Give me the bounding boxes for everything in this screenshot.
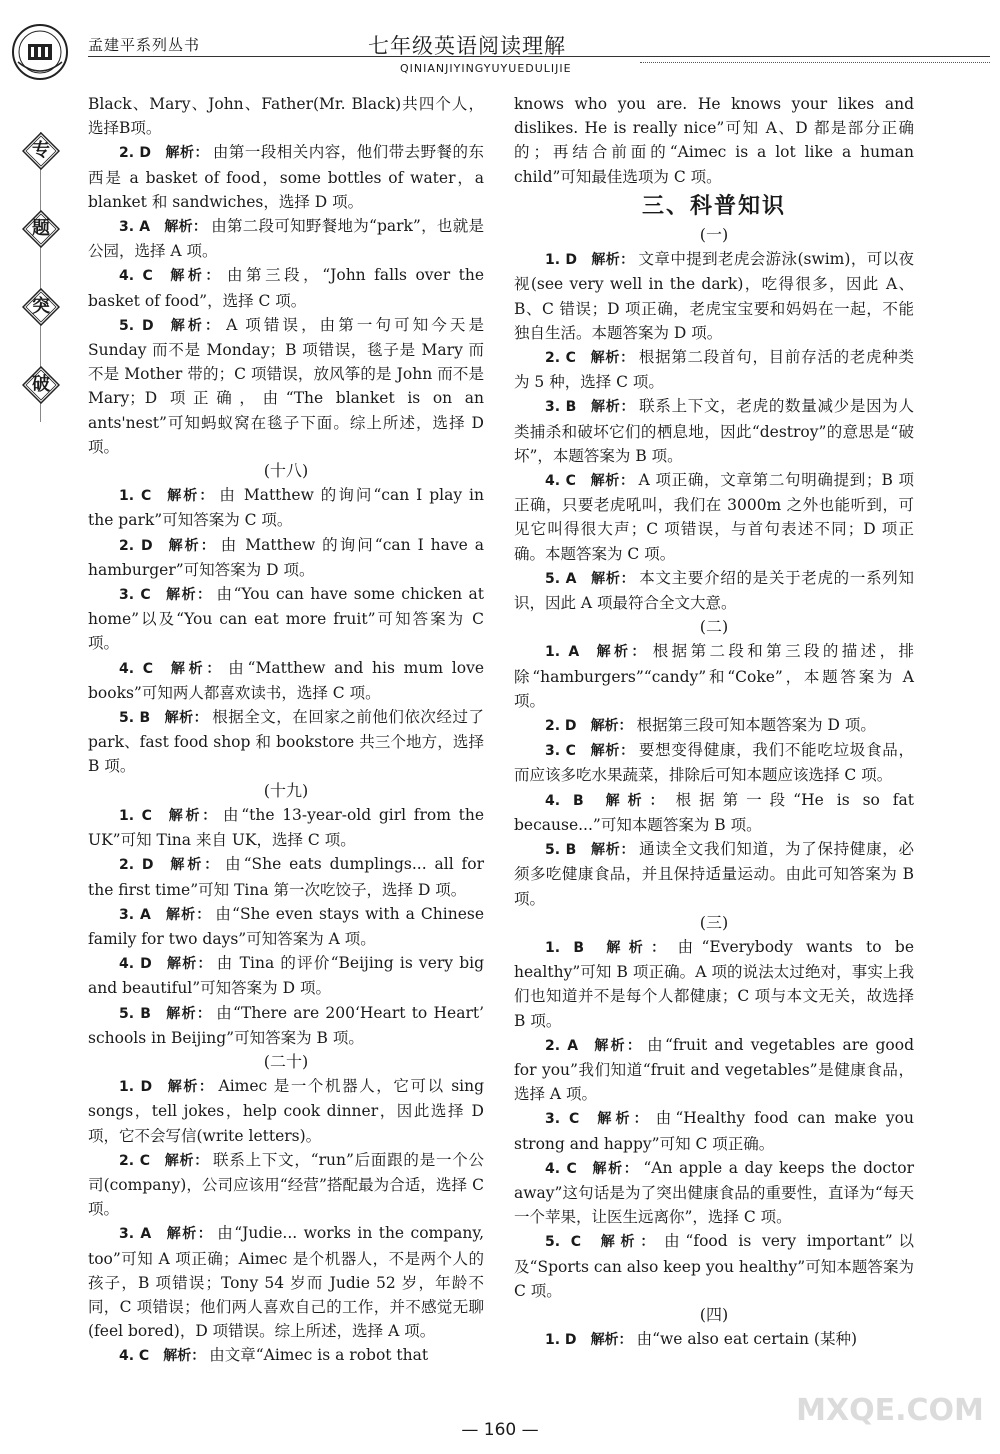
analysis-text: 由 Tina 的评价“Beijing is very big and beautiful”可知答案为 D 项。 [88,954,485,998]
answer-key: 4. C [119,268,153,285]
answer-key: 1. B [545,939,584,956]
answer-item [514,1106,914,1155]
analysis-text: 由第三段，“John falls over the basket of food”，选择 C 项。 [88,266,484,310]
analysis-label: 解析： [164,1005,213,1022]
watermark-logo-icon [790,1368,990,1448]
analysis-label: 解析： [166,1079,215,1096]
answer-key: 1. D [119,1079,153,1096]
side-badges [15,132,67,444]
section-heading: (一) [699,225,729,245]
analysis-text: 联系上下文，老虎的数量减少是因为人类捕杀和破坏它们的栖息地，因此“destroy”的意思是“破坏”，本题答案为 B 项。 [514,397,915,465]
answer-item [88,1001,484,1050]
publisher-logo-icon [10,22,70,82]
analysis-text: 由第二段可知野餐地为“park”，也就是公园，选择 A 项。 [88,217,484,261]
analysis-label: 解析： [598,939,674,956]
analysis-text: 由文章“Aimec is a robot that [209,1346,429,1365]
watermark-text: MXQE.COM [796,1393,984,1428]
book-title: 七年级英语阅读理解 [368,34,566,58]
answer-item [88,902,484,951]
header-dotted-rule [640,62,990,63]
left-column [88,92,484,1369]
answer-item [88,1221,484,1343]
analysis-text: 由第一段相关内容，他们带去野餐的东西是 a basket of food，some bottles of water，a blanket 和 sandwiches，选择 D 项。 [88,143,484,211]
answer-item [88,533,484,582]
analysis-text: 要想变得健康，我们不能吃垃圾食品，而应该多吃水果蔬菜，排除后可知本题应该选择 C 项。 [514,741,914,785]
analysis-text: 由“we also eat certain (某种) [636,1330,858,1349]
answer-key: 1. C [119,807,152,824]
analysis-label: 解析： [166,268,223,285]
badge-char: 专 [32,140,50,161]
answer-key: 3. C [545,743,576,760]
analysis-text: 由 Matthew 的询问“can I play in the park”可知答案为 C 项。 [88,486,484,530]
analysis-label: 解析： [165,956,213,973]
analysis-label: 解析： [166,537,217,554]
answer-key: 5. D [119,317,154,334]
answer-item [514,566,914,615]
analysis-text: 根据第二段首句，目前存活的老虎种类为 5 种，选择 C 项。 [514,348,914,392]
right-column [514,92,914,1352]
answer-key: 2. C [119,1152,150,1169]
page-number: — 160 — [461,1420,539,1440]
analysis-label: 解析： [595,1234,661,1251]
answer-item [88,263,484,312]
answer-key: 2. D [119,537,153,554]
section-heading: (二) [699,617,729,637]
analysis-text: 由“You can have some chicken at home”以及“You can eat more fruit”可知答案为 C 项。 [88,585,484,653]
answer-key: 2. D [545,718,577,735]
answer-item [88,214,484,263]
section-heading: (十八) [263,461,309,481]
answer-item [88,1148,484,1222]
answer-item [514,935,914,1033]
analysis-text: 根据全文，在回家之前他们依次经过了 park、fast food shop 和 bookstore 共三个地方，选择 B 项。 [88,708,484,776]
answer-key: 2. D [119,145,152,162]
analysis-label: 解析： [165,1226,214,1243]
analysis-text: 由 Matthew 的询问“can I have a hamburger”可知答案为 D 项。 [88,535,484,579]
answer-item [514,713,914,738]
answer-key: 3. C [119,587,151,604]
analysis-text: 由“the 13-year-old girl from the UK”可知 Tina 来自 UK，选择 C 项。 [88,805,485,850]
answer-key: 2. C [545,350,576,367]
analysis-text: “An apple a day keeps the doctor away”这句话是为了突出健康食品的重要性，直译为“每天一个苹果，让医生远离你”，选择 C 项。 [514,1158,914,1227]
analysis-label: 解析： [590,1160,640,1177]
analysis-label: 解析： [592,1037,644,1054]
answer-key: 4. C [545,473,576,490]
analysis-label: 解析： [164,587,213,604]
section-heading: (二十) [263,1051,309,1071]
analysis-label: 解析： [165,807,219,824]
answer-item [514,247,914,345]
answer-key: 1. A [545,644,580,661]
answer-key: 5. B [545,842,577,859]
answer-item [88,313,484,459]
analysis-text: 由“Healthy food can make you strong and happy”可知 C 项正确。 [514,1109,915,1153]
answer-key: 3. A [119,906,151,923]
badge-1 [22,132,60,170]
analysis-text: 由“She even stays with a Chinese family for two days”可知答案为 A 项。 [88,904,485,948]
analysis-label: 解析： [589,473,635,490]
answer-item [88,803,484,852]
answer-key: 4. C [119,660,154,677]
analysis-label: 解析： [163,1348,206,1365]
answer-key: 2. D [119,857,154,874]
analysis-label: 解析： [590,399,636,416]
series-name: 孟建平系列丛书 [88,36,201,54]
answer-item [88,1343,484,1368]
answer-item [88,705,484,779]
analysis-label: 解析： [164,710,209,727]
analysis-text: Aimec 是一个机器人，它可以 sing songs，tell jokes，help cook dinner，因此选择 D 项，它不会写信(write letters)。 [88,1077,485,1145]
answer-item [514,345,914,394]
badge-char: 题 [32,218,50,239]
analysis-label: 解析： [164,219,208,236]
answer-item [514,1327,914,1352]
section-heading: (四) [699,1304,729,1324]
answer-item [514,1229,914,1303]
badge-4 [22,366,60,404]
analysis-label: 解析： [163,1152,210,1169]
analysis-label: 解析： [590,842,636,859]
analysis-text: A 项错误，由第一句可知今天是 Sunday 而不是 Monday；B 项错误，毯子是 Mary 而不是 Mother 带的；C 项错误，放风筝的是 John 而不是 Mary；D 项正确，由“The blanket is on an ants'nest”可知蚂蚁窝在毯子下面。综上所述，选择 D 项。 [88,315,484,456]
answer-key: 4. B [545,792,584,809]
badge-char: 破 [32,374,50,395]
section-heading: (十九) [263,780,309,800]
answer-item [514,394,914,468]
answer-key: 3. C [545,1111,580,1128]
answer-key: 5. A [545,570,577,587]
analysis-text: A 项正确，文章第二句明确提到；B 项正确，只要老虎吼叫，我们在 3000m 之外也能听到，可见它叫得很大声；C 项错误，与首句表述不同；D 项正确。本题答案为 C 项。 [514,471,914,563]
answer-key: 2. A [545,1037,579,1054]
analysis-text: 由“fruit and vegetables are good for you”我们知道“fruit and vegetables”是健康食品，选择 A 项。 [514,1035,914,1104]
section-heading: 三、科普知识 [641,193,786,219]
answer-key: 1. D [545,1332,577,1349]
analysis-label: 解析： [167,857,222,874]
analysis-label: 解析： [593,1111,652,1128]
analysis-text: 由“Judie... works in the company, too”可知 A 项正确；Aimec 是个机器人，不是两个人的孩子，B 项错误；Tony 54 岁而 Judie 52 岁，年龄不同，C 项错误；他们两人喜欢自己的工作，并不感觉无聊(feel bored)，D 项错误。综上所述，选择 A 项。 [88,1224,485,1341]
analysis-label: 解析： [597,792,672,809]
answer-key: 3. A [119,219,151,236]
analysis-label: 解析： [165,488,216,505]
answer-key: 1. C [119,488,152,505]
analysis-text: 由“Everybody wants to be healthy”可知 B 项正确。A 项的说法太过绝对，事实上我们也知道并不是每个人都健康；C 项与本文无关，故选择 B 项。 [514,937,914,1030]
badge-char: 突 [32,296,50,317]
analysis-text: 由“There are 200‘Heart to Heart’ schools in Beijing”可知答案为 B 项。 [88,1003,485,1047]
analysis-text: 联系上下文，“run”后面跟的是一个公司(company)，公司应该用“经营”搭配最为合适，选择 C 项。 [88,1150,484,1219]
analysis-text: 通读全文我们知道，为了保持健康，必须多吃健康食品，并且保持适量运动。由此可知答案为 B 项。 [514,840,915,908]
analysis-text: 根据第一段“He is so fat because...”可知本题答案为 B 项。 [514,790,915,834]
answer-item [514,1033,914,1107]
analysis-label: 解析： [167,317,223,334]
answer-key: 3. A [119,1226,152,1243]
analysis-label: 解析： [590,252,635,269]
answer-item [88,140,484,214]
analysis-text: 文章中提到老虎会游泳(swim)，可以夜视(see very well in the dark)，吃得很多，因此 A、B、C 错误；D 项正确，老虎宝宝要和妈妈在一起，不能独自生活。本题答案为 D 项。 [514,250,914,342]
answer-item [514,468,914,566]
analysis-label: 解析： [167,660,225,677]
analysis-label: 解析： [589,350,635,367]
answer-item [88,852,484,901]
book-title-pinyin: QINIANJIYINGYUYUEDULIJIE [400,62,572,75]
badge-3 [22,288,60,326]
paragraph: knows who you are. He knows your likes and dislikes. He is really nice”可知 A、D 都是部分正确的；再结合前面的“Aimec is a lot like a human child”可知最佳选项为 C 项。 [514,95,914,186]
analysis-label: 解析： [590,570,636,587]
answer-key: 5. B [119,710,151,727]
answer-item [514,837,914,911]
analysis-label: 解析： [590,718,633,735]
analysis-label: 解析： [593,644,649,661]
answer-item [514,1156,914,1230]
header-rule [88,56,990,57]
analysis-text: 本文主要介绍的是关于老虎的一系列知识，因此 A 项最符合全文大意。 [514,568,914,613]
answer-item [514,788,914,837]
analysis-label: 解析： [164,906,212,923]
answer-key: 4. C [545,1160,577,1177]
page-header [0,0,1000,92]
answer-item [88,483,484,532]
answer-item [514,738,914,787]
answer-item [88,656,484,705]
answer-key: 5. B [119,1005,151,1022]
answer-key: 3. B [545,399,577,416]
answer-item [88,951,484,1000]
analysis-label: 解析： [589,743,635,760]
answer-key: 1. D [545,252,577,269]
analysis-text: 由“She eats dumplings... all for the first time”可知 Tina 第一次吃饺子，选择 D 项。 [88,855,484,899]
analysis-text: 根据第三段可知本题答案为 D 项。 [636,716,876,735]
answer-item [88,1074,484,1148]
analysis-text: 由“food is very important”以及“Sports can also keep you healthy”可知本题答案为 C 项。 [514,1232,914,1300]
paragraph: Black、Mary、John、Father(Mr. Black)共四个人，选择B项。 [88,95,484,138]
analysis-label: 解析： [590,1332,633,1349]
analysis-text: 由“Matthew and his mum love books”可知两人都喜欢读书，选择 C 项。 [88,658,485,702]
answer-key: 4. C [119,1348,150,1365]
section-heading: (三) [699,912,729,932]
answer-key: 5. C [545,1234,581,1251]
badge-2 [22,210,60,248]
answer-item [88,582,484,656]
analysis-text: 根据第二段和第三段的描述，排除“hamburgers”“candy”和“Coke”，本题答案为 A 项。 [514,642,914,710]
answer-key: 4. D [119,956,152,973]
analysis-label: 解析： [165,145,209,162]
answer-item [514,639,914,713]
